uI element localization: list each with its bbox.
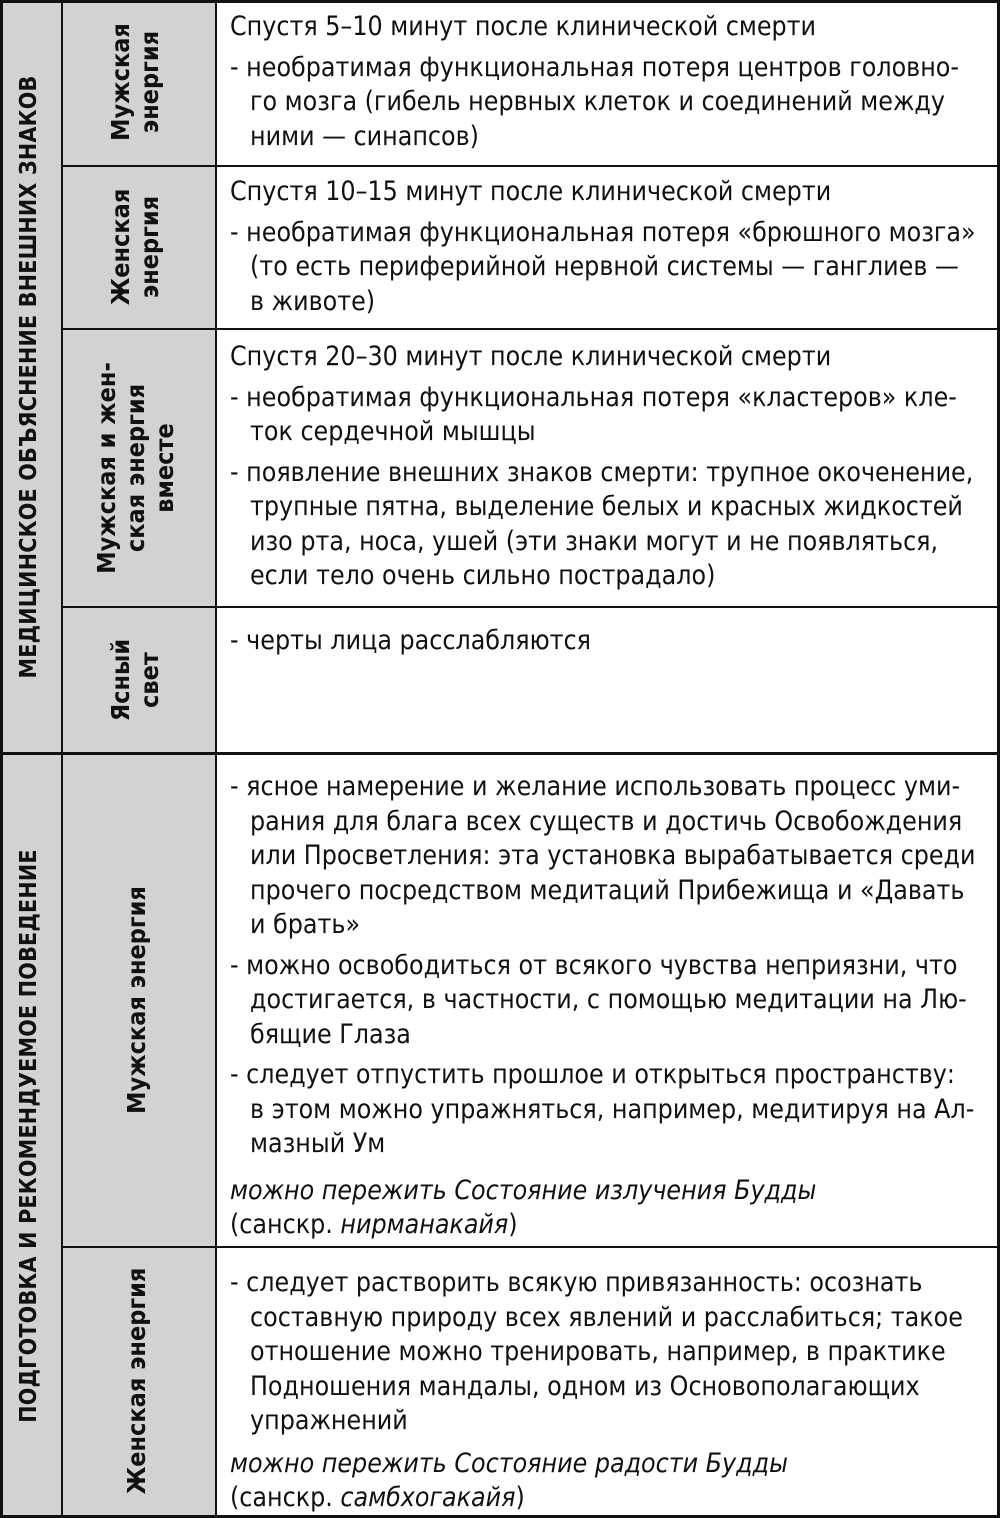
item-line: Подношения мандалы, одном из Основополагающих [250,1370,920,1402]
item-line: в этом можно упражняться, например, медитируя на Ал- [250,1093,975,1125]
row-note [230,1174,990,1243]
row-label-line: Ясный [106,638,135,722]
note-suffix: ) [515,1482,525,1513]
row-label-line: вместе [149,423,179,513]
item-line: - необратимая функциональная потеря «брюшного мозга» [230,216,976,248]
section-title-medical [16,1,46,753]
row-label-line: Мужская энергия [122,886,151,1114]
item-line: мазный Ум [250,1128,386,1159]
row-content [230,10,990,154]
row-label-female-energy [107,165,171,329]
list-item [230,949,990,1053]
row-content [230,340,990,594]
item-line: изо рта, носа, ушей (эти знаки могут и не появляться, [250,525,939,557]
list-item [230,51,990,155]
row-note [230,1447,990,1516]
row-heading: Спустя 10–15 минут после клинической смерти [230,176,832,207]
item-line: упражнений [250,1405,408,1436]
item-line: - необратимая функциональная потеря «кластеров» кле- [230,381,957,413]
column-divider [215,0,217,1518]
row-label-line: Мужская и жен- [92,362,121,574]
item-line: (то есть периферийной нервной системы — ганглиев — [250,251,959,282]
note-suffix: ) [508,1209,518,1240]
column-divider [61,0,63,1518]
row-label-line: ская энергия [120,383,150,553]
list-item [230,1266,990,1439]
item-line: - появление внешних знаков смерти: трупное окоченение, [230,456,974,488]
row-divider [62,328,1000,330]
row-heading: Спустя 5–10 минут после клинической смерти [230,11,817,42]
item-line: в животе) [250,285,376,317]
row-label-line: энергия [134,195,164,299]
row-divider [62,606,1000,608]
item-line: если тело очень сильно пострадало) [250,560,716,591]
row-label-both-energies [93,329,185,607]
list-item [230,770,990,943]
note-italic: можно пережить Состояние радости Будды [230,1447,788,1479]
item-line: ток сердечной мышцы [250,416,536,447]
item-line: достигается, в частности, с помощью медитации на Лю- [250,984,967,1015]
row-label-male-energy-prep [123,754,155,1246]
note-prefix: (санскр. [230,1209,341,1240]
row-content [230,1260,990,1516]
list-item [230,456,990,594]
section-title-text: ПОДГОТОВКА И РЕКОМЕНДУЕМОЕ ПОВЕДЕНИЕ [16,849,42,1423]
row-label-male-energy [107,0,171,164]
row-label-line: Мужская [106,23,135,141]
item-line: ними — синапсов) [250,120,479,152]
row-label-line: Женская энергия [122,1267,151,1495]
item-line: рания для блага всех существ и достичь Освобождения [250,805,963,837]
note-term: нирманакайя [340,1209,509,1240]
item-line: - необратимая функциональная потеря центров головно- [230,51,959,83]
row-label-clear-light [107,608,171,752]
row-heading: Спустя 20–30 минут после клинической смерти [230,341,832,372]
row-label-line: энергия [134,30,164,134]
table-border-left [0,0,3,1518]
item-line: отношение можно тренировать, например, в практике [250,1336,946,1367]
item-line: - следует отпустить прошлое и открыться пространству: [230,1059,955,1090]
note-italic: можно пережить Состояние излучения Будды [230,1174,817,1206]
row-divider [62,165,1000,167]
item-line: бящие Глаза [250,1018,411,1050]
list-item [230,624,990,659]
section-title-text: МЕДИЦИНСКОЕ ОБЪЯСНЕНИЕ ВНЕШНИХ ЗНАКОВ [16,75,42,679]
item-line: - можно освободиться от всякого чувства неприязни, что [230,949,958,981]
row-content [230,618,990,659]
list-item [230,216,990,320]
item-line: трупные пятна, выделение белых и красных жидкостей [250,491,963,522]
item-line: - следует растворить всякую привязанность: осознать [230,1267,923,1298]
row-divider [62,1246,1000,1248]
item-line: или Просветления: эта установка вырабатывается среди [250,840,976,871]
list-item [230,1058,990,1162]
item-line: составную природу всех явлений и расслабиться; такое [250,1301,963,1333]
row-label-line: Женская [106,188,135,306]
row-content [230,175,990,319]
row-label-line: свет [134,652,164,708]
row-content [230,764,990,1243]
note-prefix: (санскр. [230,1482,341,1513]
row-label-female-energy-prep [123,1252,155,1510]
item-line: и брать» [250,909,361,940]
section-title-preparation [16,756,46,1516]
item-line: - ясное намерение и желание использовать процесс уми- [230,771,961,802]
list-item [230,381,990,450]
note-term: самбхогакайя [340,1482,516,1513]
item-line: го мозга (гибель нервных клеток и соединений между [250,86,946,117]
item-line: прочего посредством медитаций Прибежища и «Давать [250,874,965,906]
item-line: - черты лица расслабляются [230,625,591,656]
